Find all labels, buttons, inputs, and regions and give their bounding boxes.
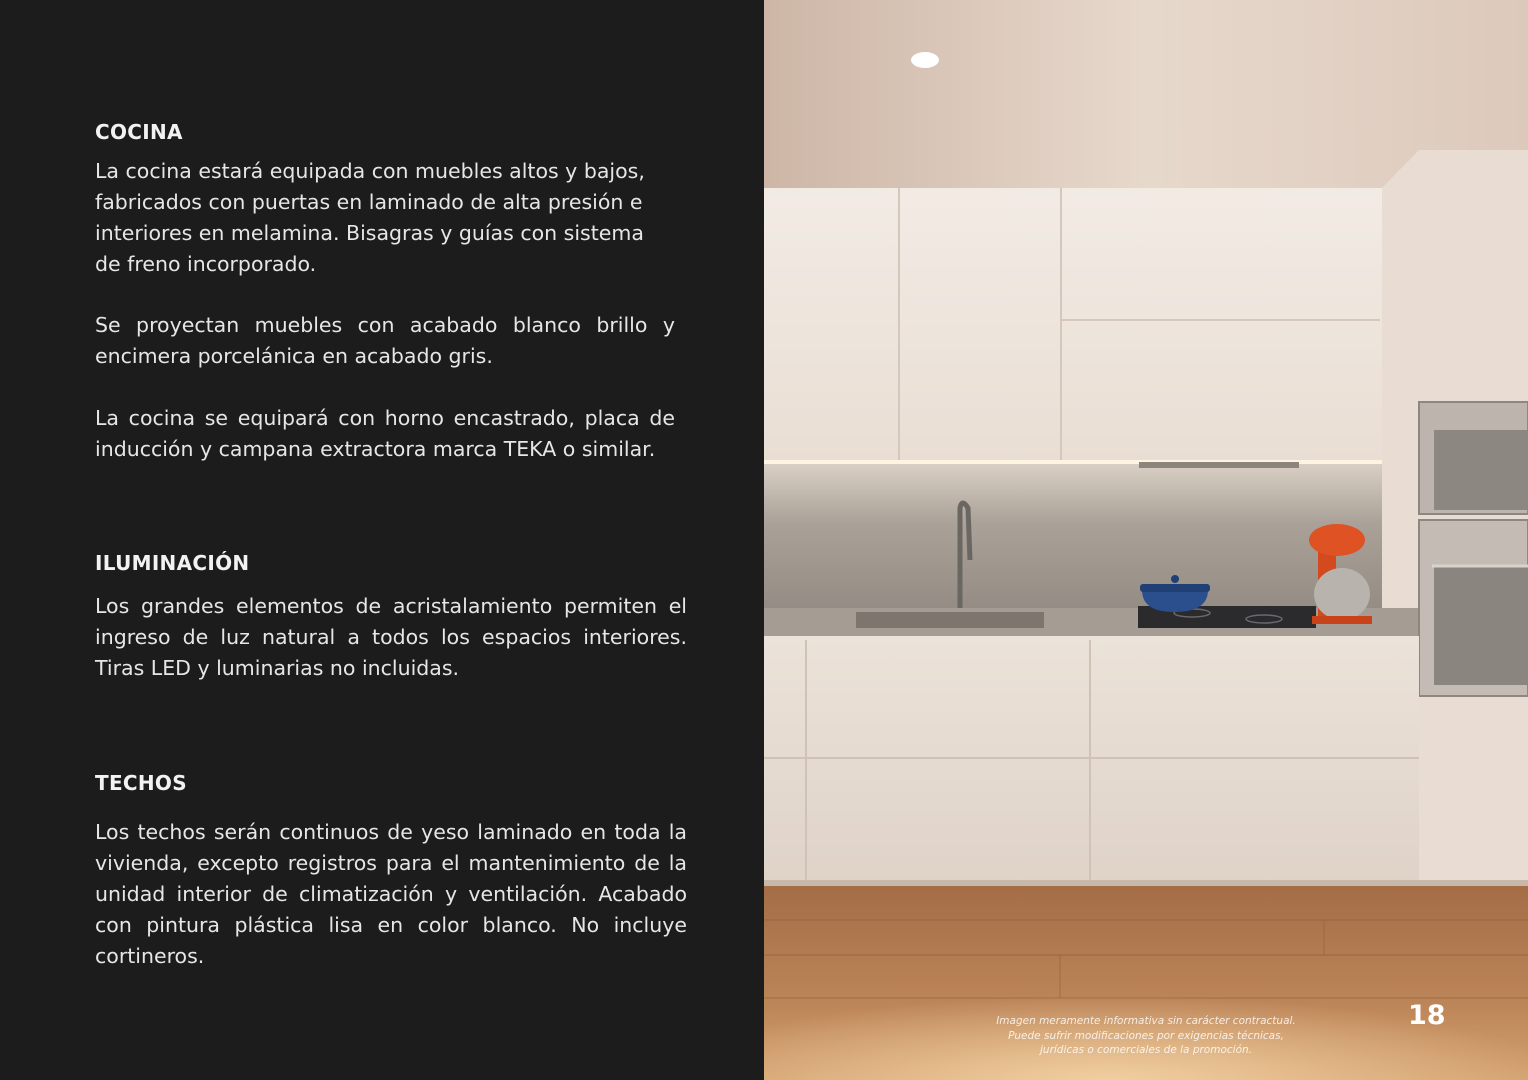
cocina-paragraph-2: Se proyectan muebles con acabado blanco brillo y encimera porcelánica en acabado gris.	[95, 313, 675, 368]
image-disclaimer	[985, 1014, 1307, 1058]
section-heading-iluminacion: ILUMINACIÓN	[95, 551, 250, 575]
cocina-paragraph-3: La cocina se equipará con horno encastrado, placa de inducción y campana extractora marca TEKA o similar.	[95, 406, 675, 461]
disclaimer-line-1: Imagen meramente informativa sin carácter contractual.	[996, 1015, 1296, 1027]
disclaimer-line-3: jurídicas o comerciales de la promoción.	[1040, 1044, 1252, 1056]
kitchen-render-image	[764, 0, 1528, 1080]
section-heading-techos: TECHOS	[95, 771, 187, 795]
upper-cabinets	[764, 188, 1382, 464]
kitchen-illustration	[764, 0, 1528, 1080]
ceiling-light-icon	[911, 52, 939, 68]
iluminacion-paragraph: Los grandes elementos de acristalamiento permiten el ingreso de luz natural a todos los espacios interiores. Tiras LED y luminarias no incluidas.	[95, 594, 687, 680]
disclaimer-line-2: Puede sufrir modificaciones por exigencias técnicas,	[1008, 1029, 1284, 1042]
oven-column	[1419, 402, 1528, 696]
base-cabinets	[764, 636, 1419, 884]
cocina-paragraph-1: La cocina estará equipada con muebles altos y bajos, fabricados con puertas en laminado de alta presión e interiores en melamina. Bisagras y guías con sistema de freno incorporado.	[95, 159, 645, 276]
sink	[856, 612, 1044, 628]
section-heading-cocina: COCINA	[95, 120, 183, 144]
page-number: 18	[1408, 1000, 1446, 1031]
techos-paragraph: Los techos serán continuos de yeso laminado en toda la vivienda, excepto registros para el mantenimiento de la unidad interior de climatización y ventilación. Acabado con pintura plástica lisa en color blanco. No incluye cortineros.	[95, 820, 687, 968]
extractor-hood	[1139, 462, 1299, 468]
